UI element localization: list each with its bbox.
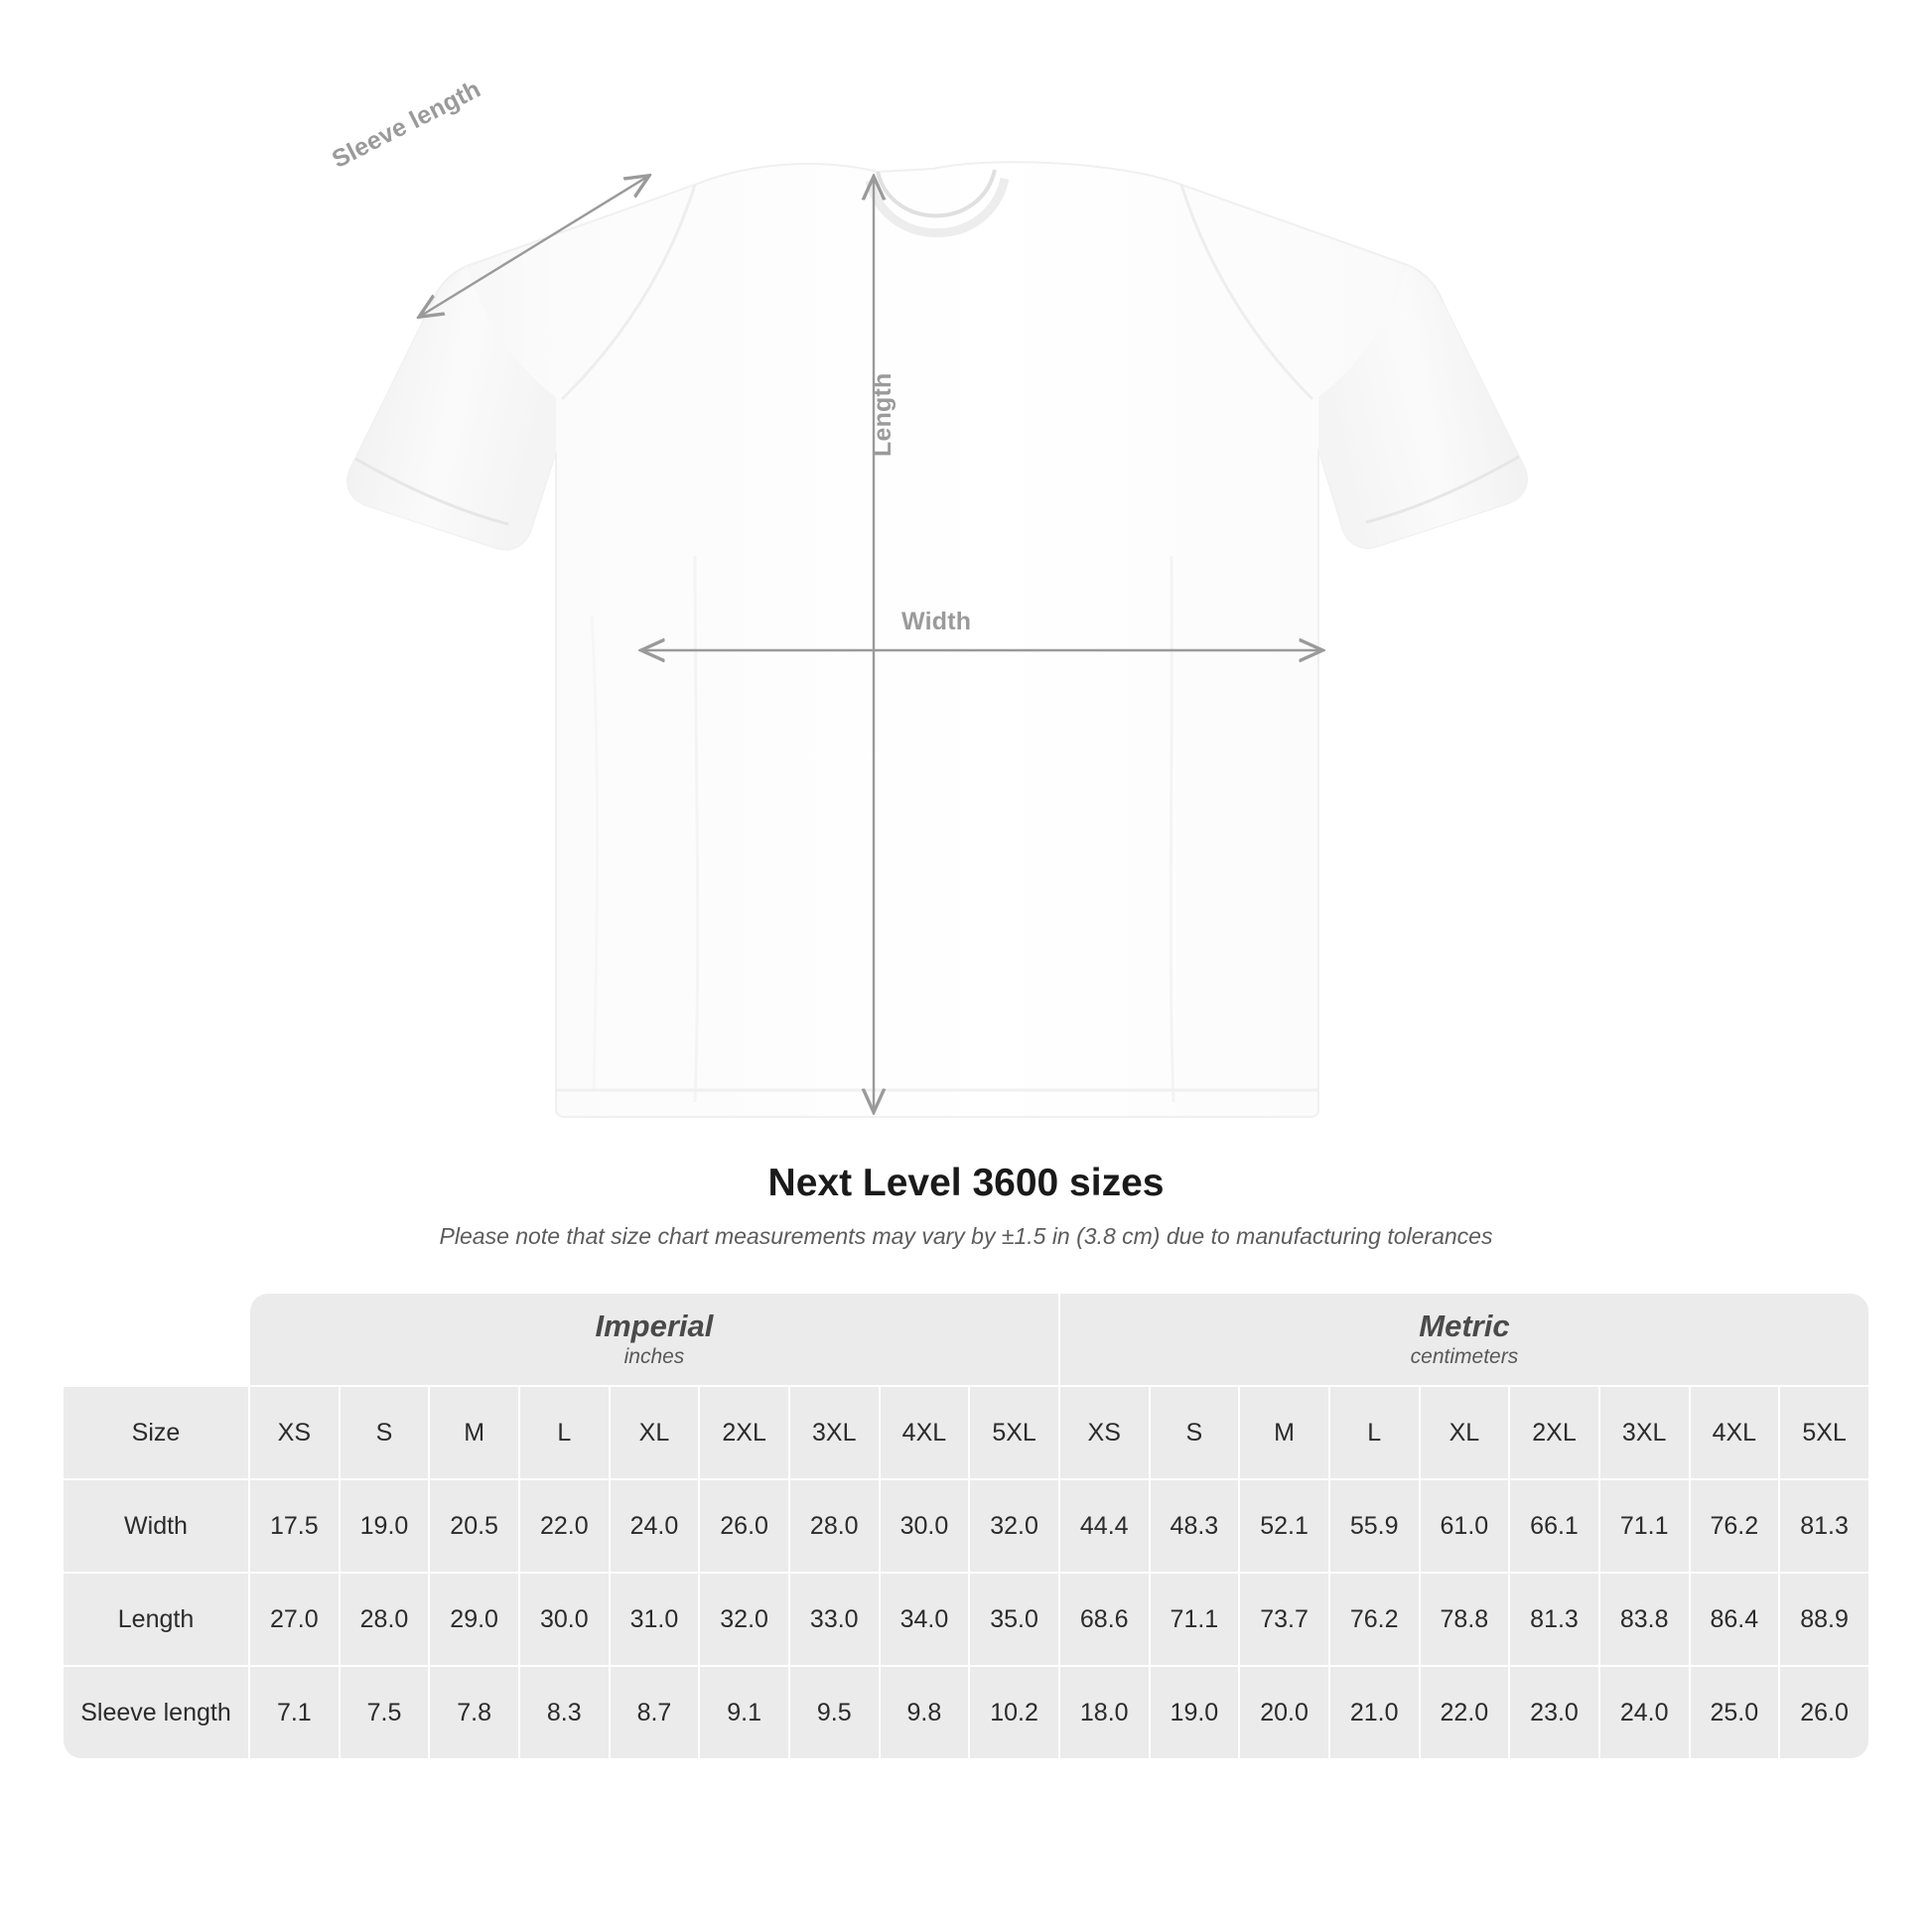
tolerance-note: Please note that size chart measurements may vary by ±1.5 in (3.8 cm) due to manufacturing tolerances: [439, 1223, 1493, 1249]
page-title: Next Level 3600 sizes: [767, 1162, 1165, 1204]
cell: 7.5: [341, 1667, 429, 1758]
cell: 22.0: [520, 1480, 609, 1572]
unit-name-metric: Metric: [1419, 1308, 1510, 1343]
table-unit-header-row: [64, 1294, 1868, 1385]
cell: 32.0: [700, 1574, 788, 1665]
cell: 24.0: [1600, 1667, 1689, 1758]
size-header-cell: S: [341, 1387, 429, 1478]
cell: 26.0: [700, 1480, 788, 1572]
cell: 71.1: [1151, 1574, 1239, 1665]
cell: 22.0: [1421, 1667, 1509, 1758]
table-row: [64, 1480, 1868, 1572]
cell: 52.1: [1240, 1480, 1328, 1572]
size-table-wrap: [62, 1292, 1870, 1760]
cell: 55.9: [1330, 1480, 1419, 1572]
cell: 68.6: [1060, 1574, 1149, 1665]
table-row: [64, 1574, 1868, 1665]
cell: 86.4: [1691, 1574, 1779, 1665]
cell: 78.8: [1421, 1574, 1509, 1665]
row-label-sleeve-length: Sleeve length: [64, 1667, 248, 1758]
corner-cell: [64, 1294, 248, 1385]
cell: 23.0: [1510, 1667, 1598, 1758]
cell: 9.1: [700, 1667, 788, 1758]
cell: 17.5: [250, 1480, 339, 1572]
cell: 81.3: [1780, 1480, 1868, 1572]
cell: 19.0: [1151, 1667, 1239, 1758]
size-header-cell: 4XL: [1691, 1387, 1779, 1478]
cell: 30.0: [520, 1574, 609, 1665]
cell: 48.3: [1151, 1480, 1239, 1572]
cell: 33.0: [790, 1574, 879, 1665]
cell: 8.7: [611, 1667, 699, 1758]
unit-sub-metric: centimeters: [1410, 1345, 1519, 1369]
cell: 31.0: [611, 1574, 699, 1665]
cell: 28.0: [341, 1574, 429, 1665]
cell: 20.5: [430, 1480, 518, 1572]
size-header-cell: L: [1330, 1387, 1419, 1478]
size-header-cell: XL: [1421, 1387, 1509, 1478]
cell: 61.0: [1421, 1480, 1509, 1572]
row-label-length: Length: [64, 1574, 248, 1665]
cell: 30.0: [881, 1480, 969, 1572]
cell: 9.5: [790, 1667, 879, 1758]
row-label-width: Width: [64, 1480, 248, 1572]
size-header-cell: 2XL: [1510, 1387, 1598, 1478]
cell: 25.0: [1691, 1667, 1779, 1758]
cell: 76.2: [1330, 1574, 1419, 1665]
size-row-label: Size: [64, 1387, 248, 1478]
size-header-cell: 5XL: [970, 1387, 1058, 1478]
cell: 88.9: [1780, 1574, 1868, 1665]
cell: 27.0: [250, 1574, 339, 1665]
sleeve-length-label: Sleeve length: [328, 74, 485, 174]
cell: 32.0: [970, 1480, 1058, 1572]
cell: 7.1: [250, 1667, 339, 1758]
cell: 35.0: [970, 1574, 1058, 1665]
length-label: Length: [869, 372, 897, 457]
cell: 71.1: [1600, 1480, 1689, 1572]
cell: 34.0: [881, 1574, 969, 1665]
size-header-cell: S: [1151, 1387, 1239, 1478]
cell: 24.0: [611, 1480, 699, 1572]
cell: 10.2: [970, 1667, 1058, 1758]
cell: 81.3: [1510, 1574, 1598, 1665]
unit-name-imperial: Imperial: [595, 1308, 714, 1343]
size-header-cell: M: [430, 1387, 518, 1478]
tshirt-shape: [347, 162, 1527, 1117]
title-block: [0, 1162, 1932, 1250]
table-size-header-row: [64, 1387, 1868, 1478]
cell: 83.8: [1600, 1574, 1689, 1665]
cell: 8.3: [520, 1667, 609, 1758]
cell: 26.0: [1780, 1667, 1868, 1758]
cell: 66.1: [1510, 1480, 1598, 1572]
cell: 18.0: [1060, 1667, 1149, 1758]
unit-header-imperial: [250, 1294, 1058, 1385]
size-header-cell: XS: [250, 1387, 339, 1478]
size-header-cell: XL: [611, 1387, 699, 1478]
cell: 76.2: [1691, 1480, 1779, 1572]
size-table: [62, 1292, 1870, 1760]
width-label: Width: [901, 608, 972, 635]
size-header-cell: 3XL: [790, 1387, 879, 1478]
size-header-cell: M: [1240, 1387, 1328, 1478]
cell: 7.8: [430, 1667, 518, 1758]
cell: 19.0: [341, 1480, 429, 1572]
cell: 29.0: [430, 1574, 518, 1665]
cell: 21.0: [1330, 1667, 1419, 1758]
size-header-cell: 4XL: [881, 1387, 969, 1478]
cell: 20.0: [1240, 1667, 1328, 1758]
size-header-cell: 3XL: [1600, 1387, 1689, 1478]
table-row: [64, 1667, 1868, 1758]
cell: 73.7: [1240, 1574, 1328, 1665]
cell: 44.4: [1060, 1480, 1149, 1572]
unit-sub-imperial: inches: [623, 1345, 685, 1369]
cell: 9.8: [881, 1667, 969, 1758]
size-header-cell: 2XL: [700, 1387, 788, 1478]
size-header-cell: 5XL: [1780, 1387, 1868, 1478]
cell: 28.0: [790, 1480, 879, 1572]
unit-header-metric: [1060, 1294, 1868, 1385]
size-header-cell: XS: [1060, 1387, 1149, 1478]
size-header-cell: L: [520, 1387, 609, 1478]
